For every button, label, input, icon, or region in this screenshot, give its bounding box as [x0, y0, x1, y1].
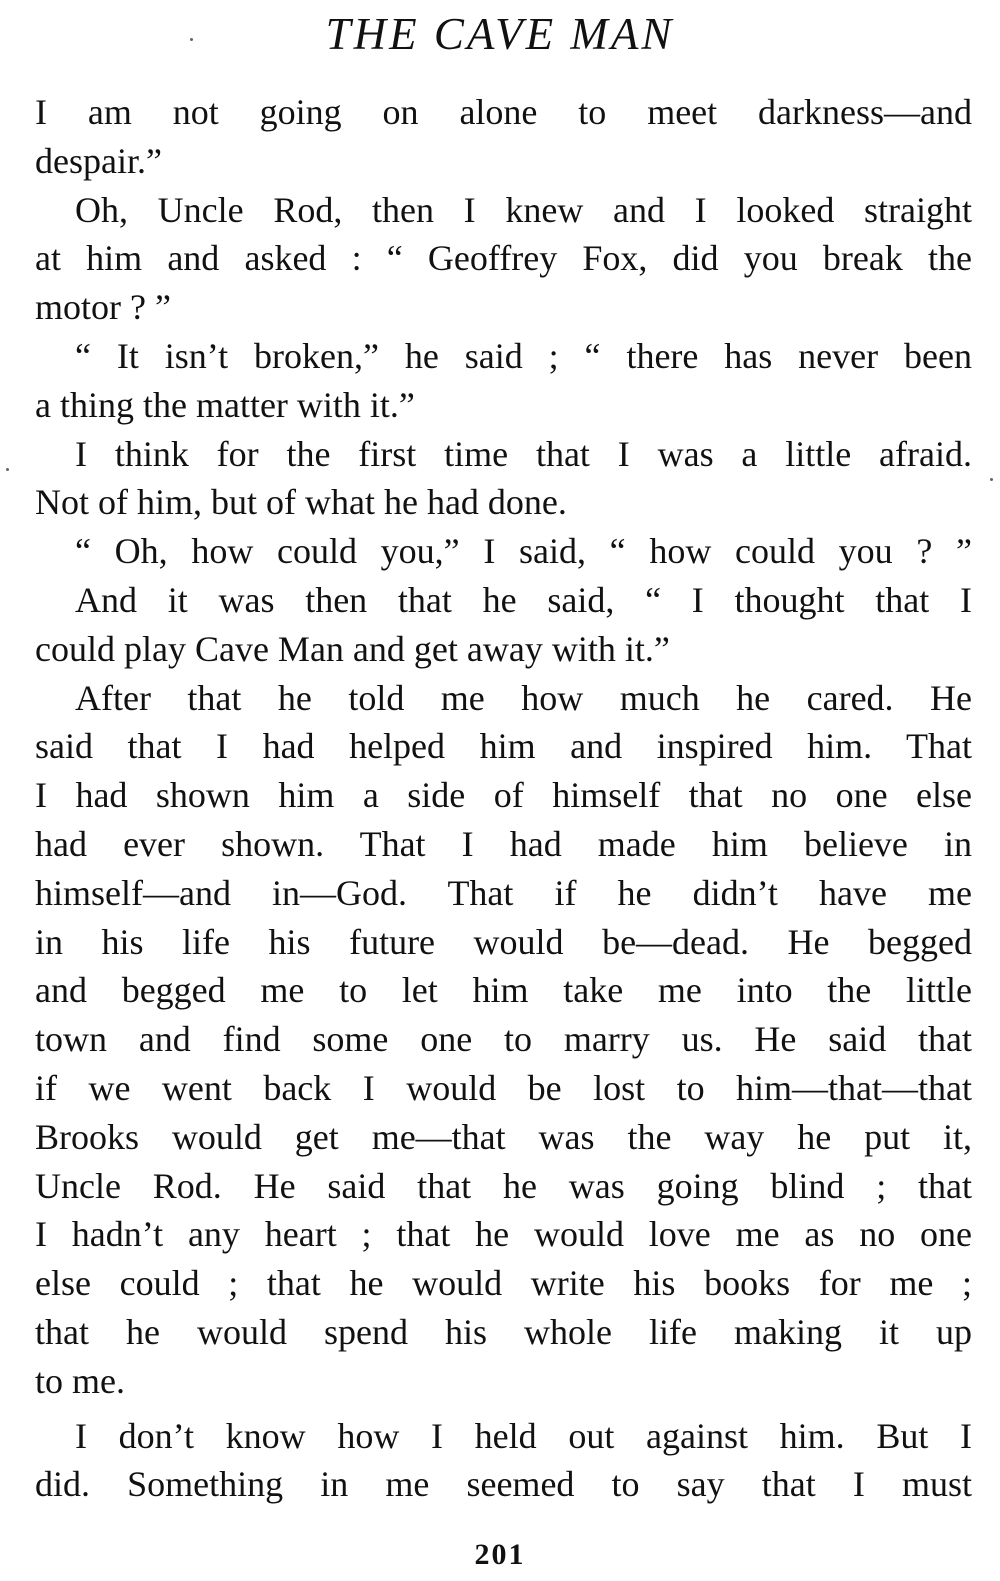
body-text	[35, 88, 972, 1509]
text-line: had ever shown. That I had made him believe in	[35, 823, 972, 864]
text-line: I don’t know how I held out against him. But I	[75, 1415, 972, 1456]
text-line: could play Cave Man and get away with it.”	[35, 628, 670, 669]
text-line: and begged me to let him take me into the little	[35, 970, 972, 1011]
text-line: himself—and in—God. That if he didn’t have me	[35, 872, 972, 913]
text-line: town and find some one to marry us. He said that	[35, 1019, 972, 1060]
page-number: 201	[474, 1538, 526, 1571]
text-line: I had shown him a side of himself that no one else	[35, 775, 972, 816]
text-line: After that he told me how much he cared. He	[75, 677, 972, 718]
text-line: to me.	[35, 1360, 125, 1401]
text-line: I think for the first time that I was a little afraid.	[75, 433, 972, 474]
text-line: motor ? ”	[35, 287, 171, 328]
text-line: said that I had helped him and inspired him. That	[35, 726, 972, 767]
text-line: a thing the matter with it.”	[35, 384, 415, 425]
running-head: THE CAVE MAN	[325, 9, 675, 59]
text-line: Oh, Uncle Rod, then I knew and I looked straight	[75, 189, 972, 230]
scan-speck	[6, 468, 9, 471]
scan-speck	[190, 38, 193, 41]
text-line: else could ; that he would write his books for me ;	[35, 1263, 972, 1304]
text-line: despair.”	[35, 140, 162, 181]
text-line: did. Something in me seemed to say that I must	[35, 1464, 972, 1505]
text-line: in his life his future would be—dead. He begged	[35, 921, 972, 962]
text-line: “ It isn’t broken,” he said ; “ there has never been	[75, 335, 972, 376]
text-line: I hadn’t any heart ; that he would love me as no one	[35, 1214, 972, 1255]
text-line: And it was then that he said, “ I thought that I	[75, 579, 972, 620]
text-line: if we went back I would be lost to him—that—that	[35, 1067, 972, 1108]
text-line: I am not going on alone to meet darkness—and	[35, 92, 972, 132]
text-line: that he would spend his whole life making it up	[35, 1311, 972, 1352]
text-line: Not of him, but of what he had done.	[35, 482, 567, 523]
scan-speck	[990, 478, 993, 481]
text-line: at him and asked : “ Geoffrey Fox, did you break the	[35, 238, 972, 279]
text-line: Uncle Rod. He said that he was going blind ; that	[35, 1165, 972, 1206]
text-line: Brooks would get me—that was the way he put it,	[35, 1116, 972, 1157]
text-line: “ Oh, how could you,” I said, “ how could you ? ”	[75, 531, 972, 572]
